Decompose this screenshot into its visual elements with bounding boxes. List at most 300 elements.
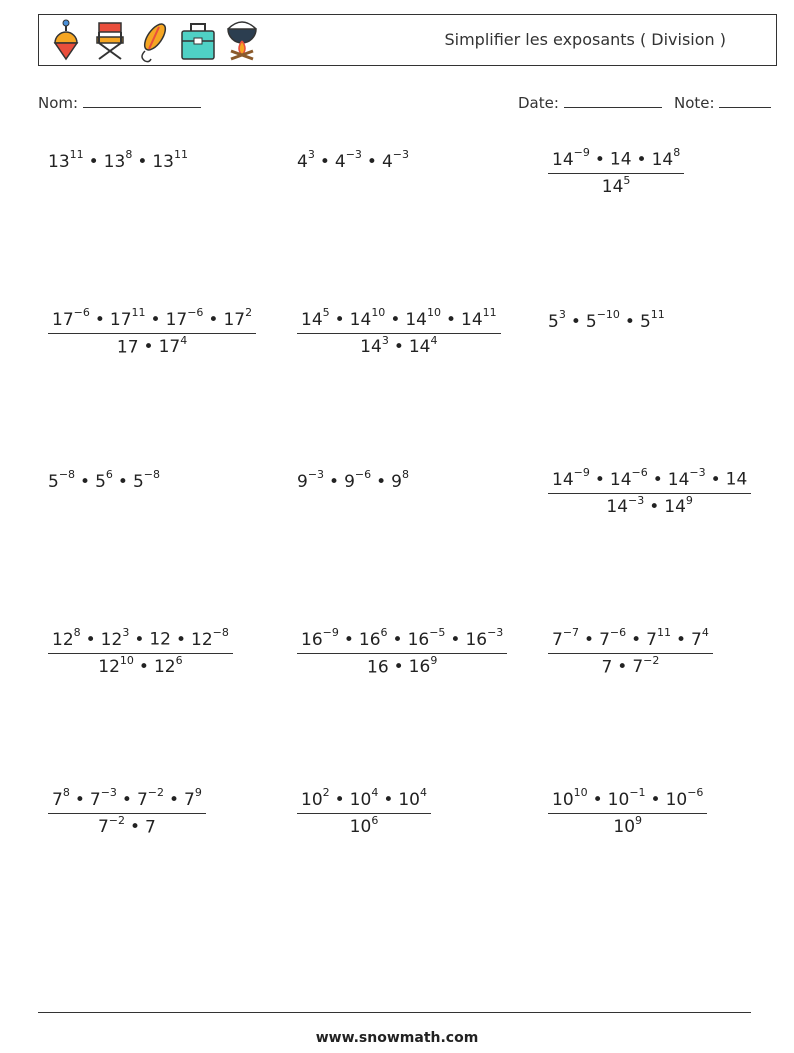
score-label: Note: — [674, 94, 715, 112]
base: 12 — [100, 629, 123, 650]
multiply-dot: • — [710, 469, 721, 490]
exponent: 2 — [245, 306, 253, 319]
exponent: 11 — [650, 308, 665, 321]
base: 7 — [691, 629, 702, 650]
exponent: −6 — [73, 306, 90, 319]
exponent: −6 — [631, 466, 648, 479]
base: 7 — [136, 789, 148, 810]
multiply-dot: • — [636, 149, 647, 170]
power-term — [408, 333, 438, 358]
problem-2 — [297, 150, 409, 172]
base: 14 — [405, 309, 427, 330]
denominator — [48, 333, 256, 358]
base: 7 — [601, 657, 613, 678]
power-term — [149, 630, 171, 650]
multiply-dot: • — [85, 629, 96, 650]
multiply-dot: • — [366, 151, 377, 172]
score-blank — [719, 93, 771, 108]
multiply-dot: • — [334, 309, 345, 330]
exponent: 4 — [419, 786, 427, 799]
exponent: 8 — [673, 146, 681, 159]
multiply-dot: • — [130, 817, 141, 838]
fraction — [548, 468, 751, 517]
base: 13 — [48, 151, 70, 172]
base: 14 — [664, 497, 686, 518]
multiply-dot: • — [74, 789, 85, 810]
power-term — [691, 626, 709, 650]
power-term — [165, 306, 204, 330]
multiply-dot: • — [675, 629, 687, 650]
footer-divider — [38, 1012, 751, 1013]
name-field — [38, 93, 201, 112]
multiply-dot: • — [594, 469, 605, 490]
multiply-dot: • — [343, 629, 354, 650]
numerator — [48, 308, 256, 333]
power-term — [548, 308, 566, 332]
campfire-pot-icon — [223, 19, 261, 63]
exponent: 4 — [701, 626, 709, 639]
problem-13 — [48, 788, 206, 837]
base: 10 — [613, 817, 636, 838]
multiply-dot: • — [121, 789, 132, 810]
base: 17 — [165, 309, 188, 330]
numerator — [297, 308, 501, 333]
base: 16 — [407, 629, 430, 650]
multiply-dot: • — [137, 151, 148, 172]
exponent: −9 — [573, 146, 590, 159]
fraction — [48, 628, 233, 677]
problem-1 — [48, 150, 188, 172]
worksheet-header — [38, 14, 777, 66]
name-label: Nom: — [38, 94, 79, 112]
base: 14 — [609, 149, 632, 170]
fishing-lure-icon — [135, 19, 173, 63]
multiply-dot: • — [393, 337, 404, 358]
exponent: 4 — [180, 333, 188, 347]
fraction — [548, 628, 713, 677]
base: 7 — [89, 789, 101, 810]
power-term — [48, 468, 76, 492]
denominator — [548, 653, 713, 678]
problem-7 — [48, 470, 160, 492]
multiply-dot: • — [584, 629, 595, 650]
exponent: −6 — [354, 468, 372, 481]
cooler-box-icon — [179, 19, 217, 63]
power-term — [398, 786, 427, 810]
base: 14 — [552, 469, 574, 490]
exponent: −8 — [143, 468, 160, 481]
power-term — [552, 146, 590, 170]
base: 17 — [109, 309, 132, 330]
base: 10 — [349, 817, 372, 838]
base: 9 — [344, 471, 355, 492]
power-term — [152, 148, 188, 172]
power-term — [52, 306, 90, 330]
multiply-dot: • — [649, 497, 660, 518]
base: 16 — [408, 657, 431, 678]
base: 14 — [725, 469, 748, 490]
power-term — [607, 786, 646, 810]
exponent: 6 — [371, 813, 379, 827]
expression — [297, 468, 409, 492]
base: 5 — [639, 311, 651, 332]
fraction — [48, 308, 256, 357]
exponent: 5 — [322, 306, 330, 319]
exponent: −7 — [562, 626, 580, 639]
base: 17 — [158, 337, 181, 358]
base: 12 — [98, 657, 120, 678]
power-term — [601, 173, 631, 198]
power-term — [344, 468, 372, 492]
power-term — [98, 653, 134, 678]
multiply-dot: • — [650, 789, 661, 810]
numerator — [297, 628, 507, 653]
base: 16 — [367, 657, 389, 678]
denominator — [548, 493, 751, 518]
exponent: 10 — [573, 786, 588, 799]
power-term — [465, 626, 504, 650]
exponent: −3 — [628, 493, 645, 507]
base: 10 — [665, 789, 688, 810]
power-term — [664, 493, 693, 518]
exponent: 5 — [623, 173, 631, 187]
exponent: −5 — [429, 626, 446, 639]
worksheet-title: Simplifier les exposants ( Division ) — [444, 30, 726, 49]
base: 16 — [358, 629, 381, 650]
base: 16 — [301, 629, 323, 650]
problem-10 — [48, 628, 233, 677]
power-term — [349, 813, 379, 838]
base: 4 — [297, 151, 308, 172]
problem-11 — [297, 628, 507, 677]
exponent: 10 — [371, 306, 386, 319]
power-term — [601, 657, 612, 677]
power-term — [609, 466, 648, 490]
power-term — [667, 466, 706, 490]
denominator — [548, 173, 684, 198]
power-term — [301, 306, 330, 330]
exponent: 6 — [175, 653, 183, 667]
base: 5 — [48, 471, 59, 492]
base: 12 — [52, 629, 74, 650]
exponent: −3 — [487, 626, 504, 639]
exponent: −1 — [629, 786, 646, 799]
base: 5 — [132, 471, 144, 492]
exponent: −3 — [307, 468, 325, 481]
power-term — [381, 148, 409, 172]
power-term — [52, 626, 81, 650]
fraction — [297, 628, 507, 677]
fraction — [548, 148, 684, 197]
multiply-dot: • — [208, 309, 219, 330]
fraction — [48, 788, 206, 837]
power-term — [301, 626, 339, 650]
base: 7 — [52, 789, 63, 810]
exponent: 9 — [194, 786, 202, 799]
exponent: −10 — [596, 308, 620, 321]
base: 17 — [52, 309, 74, 330]
multiply-dot: • — [617, 657, 628, 678]
exponent: 8 — [401, 468, 409, 481]
numerator — [548, 148, 684, 173]
problem-5 — [297, 308, 501, 357]
exponent: 3 — [122, 626, 130, 639]
denominator — [48, 813, 206, 838]
power-term — [552, 786, 588, 810]
multiply-dot: • — [570, 311, 581, 332]
problem-8 — [297, 470, 409, 492]
exponent: 9 — [685, 493, 693, 507]
problem-14 — [297, 788, 431, 837]
exponent: 11 — [173, 148, 188, 161]
base: 9 — [297, 471, 308, 492]
fraction — [297, 788, 431, 837]
power-term — [100, 626, 130, 650]
power-term — [158, 333, 188, 358]
power-term — [132, 468, 160, 492]
power-term — [726, 470, 748, 490]
exponent: 9 — [430, 653, 438, 667]
score-field — [674, 93, 771, 112]
name-blank — [83, 93, 201, 108]
base: 4 — [381, 151, 393, 172]
power-term — [367, 657, 389, 677]
multiply-dot: • — [594, 149, 605, 170]
multiply-dot: • — [168, 789, 180, 810]
power-term — [613, 813, 643, 838]
multiply-dot: • — [80, 471, 91, 492]
base: 5 — [585, 311, 597, 332]
power-term — [360, 333, 389, 358]
power-term — [407, 626, 446, 650]
base: 7 — [599, 629, 610, 650]
numerator — [48, 628, 233, 653]
problem-4 — [48, 308, 256, 357]
exponent: −2 — [108, 813, 126, 827]
power-term — [552, 466, 590, 490]
denominator — [48, 653, 233, 678]
exponent: 9 — [635, 813, 643, 827]
multiply-dot: • — [383, 789, 394, 810]
exponent: 6 — [380, 626, 388, 639]
power-term — [639, 308, 665, 332]
base: 17 — [223, 309, 246, 330]
base: 10 — [349, 789, 372, 810]
multiply-dot: • — [652, 469, 663, 490]
multiply-dot: • — [117, 471, 128, 492]
header-icons — [47, 19, 261, 63]
problem-12 — [548, 628, 713, 677]
camping-chair-icon — [91, 19, 129, 63]
fraction — [297, 308, 501, 357]
expression — [48, 468, 160, 492]
power-term — [97, 813, 126, 838]
exponent: 6 — [105, 468, 113, 481]
exponent: 8 — [62, 786, 70, 799]
multiply-dot: • — [393, 657, 404, 678]
exponent: 3 — [381, 333, 389, 347]
exponent: 3 — [307, 148, 315, 161]
base: 9 — [391, 471, 402, 492]
multiply-dot: • — [138, 657, 149, 678]
base: 14 — [609, 469, 632, 490]
power-term — [103, 148, 133, 172]
exponent: 11 — [131, 306, 146, 319]
base: 13 — [152, 151, 174, 172]
exponent: −3 — [345, 148, 362, 161]
base: 14 — [651, 149, 674, 170]
base: 12 — [191, 629, 213, 650]
multiply-dot: • — [334, 789, 345, 810]
base: 13 — [103, 151, 126, 172]
base: 14 — [461, 309, 483, 330]
exponent: −2 — [643, 653, 660, 667]
exponent: −6 — [609, 626, 627, 639]
denominator — [297, 813, 431, 838]
base: 7 — [632, 657, 644, 678]
base: 5 — [95, 471, 106, 492]
fishing-float-icon — [47, 19, 85, 63]
numerator — [297, 788, 431, 813]
date-field — [518, 93, 662, 112]
power-term — [297, 468, 325, 492]
power-term — [358, 626, 388, 650]
exponent: −6 — [687, 786, 704, 799]
date-blank — [564, 93, 662, 108]
exponent: 10 — [119, 653, 134, 667]
problem-3 — [548, 148, 684, 197]
base: 14 — [301, 309, 323, 330]
exponent: −8 — [58, 468, 76, 481]
exponent: −9 — [573, 466, 590, 479]
power-term — [191, 626, 229, 650]
power-term — [145, 817, 156, 837]
base: 7 — [145, 817, 156, 838]
base: 5 — [548, 311, 559, 332]
expression — [297, 148, 409, 172]
numerator — [548, 788, 707, 813]
power-term — [632, 653, 660, 678]
numerator — [48, 788, 206, 813]
power-term — [646, 626, 671, 650]
base: 16 — [465, 629, 488, 650]
base: 4 — [334, 151, 346, 172]
multiply-dot: • — [631, 629, 642, 650]
exponent: −3 — [689, 466, 706, 479]
exponent: 11 — [656, 626, 671, 639]
power-term — [223, 306, 253, 330]
exponent: 8 — [73, 626, 81, 639]
exponent: 11 — [482, 306, 497, 319]
exponent: −2 — [147, 786, 164, 799]
power-term — [95, 468, 113, 492]
power-term — [552, 626, 580, 650]
numerator — [548, 628, 713, 653]
power-term — [109, 306, 146, 330]
denominator — [297, 653, 507, 678]
power-term — [184, 786, 202, 810]
base: 14 — [601, 177, 624, 198]
problem-6 — [548, 310, 665, 332]
power-term — [334, 148, 362, 172]
denominator — [297, 333, 501, 358]
exponent: 11 — [69, 148, 84, 161]
base: 14 — [552, 149, 574, 170]
multiply-dot: • — [94, 309, 105, 330]
multiply-dot: • — [88, 151, 99, 172]
multiply-dot: • — [624, 311, 635, 332]
power-term — [651, 146, 681, 170]
multiply-dot: • — [134, 629, 145, 650]
power-term — [52, 786, 70, 810]
denominator — [548, 813, 707, 838]
base: 17 — [116, 337, 139, 358]
base: 14 — [606, 497, 629, 518]
base: 14 — [667, 469, 690, 490]
exponent: 3 — [558, 308, 566, 321]
exponent: −3 — [100, 786, 117, 799]
base: 7 — [184, 789, 195, 810]
multiply-dot: • — [592, 789, 603, 810]
base: 14 — [408, 337, 431, 358]
numerator — [548, 468, 751, 493]
multiply-dot: • — [150, 309, 161, 330]
power-term — [599, 626, 627, 650]
power-term — [408, 653, 438, 678]
footer-url: www.snowmath.com — [315, 1030, 479, 1046]
power-term — [610, 150, 632, 170]
exponent: −9 — [322, 626, 339, 639]
base: 10 — [552, 789, 574, 810]
base: 10 — [607, 789, 630, 810]
exponent: 8 — [125, 148, 133, 161]
expression — [48, 148, 188, 172]
power-term — [461, 306, 497, 330]
exponent: −6 — [187, 306, 204, 319]
exponent: −8 — [212, 626, 229, 639]
power-term — [391, 468, 409, 492]
date-label: Date: — [518, 94, 559, 112]
exponent: 4 — [430, 333, 438, 347]
fraction — [548, 788, 707, 837]
base: 7 — [646, 629, 657, 650]
base: 10 — [301, 789, 323, 810]
multiply-dot: • — [319, 151, 330, 172]
base: 12 — [149, 629, 171, 650]
power-term — [89, 786, 117, 810]
base: 12 — [153, 657, 176, 678]
power-term — [297, 148, 315, 172]
exponent: 10 — [426, 306, 441, 319]
exponent: 4 — [371, 786, 379, 799]
multiply-dot: • — [376, 471, 387, 492]
expression — [548, 308, 665, 332]
problem-15 — [548, 788, 707, 837]
multiply-dot: • — [143, 337, 154, 358]
multiply-dot: • — [445, 309, 457, 330]
power-term — [349, 306, 386, 330]
multiply-dot: • — [392, 629, 403, 650]
power-term — [153, 653, 183, 678]
power-term — [349, 786, 379, 810]
problem-9 — [548, 468, 751, 517]
multiply-dot: • — [450, 629, 461, 650]
multiply-dot: • — [390, 309, 401, 330]
power-term — [665, 786, 704, 810]
exponent: −3 — [392, 148, 409, 161]
power-term — [136, 786, 164, 810]
base: 14 — [360, 337, 382, 358]
